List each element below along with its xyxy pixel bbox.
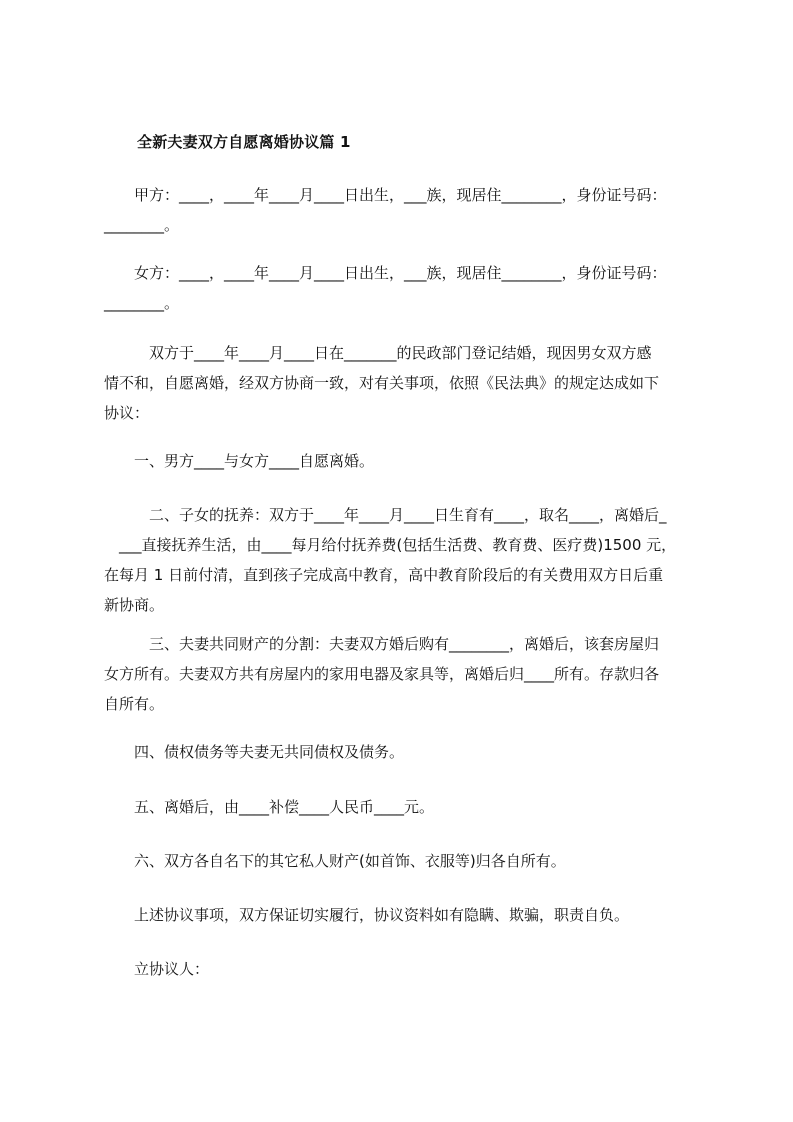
clause-3-line-1: 三、夫妻共同财产的分割：夫妻双方婚后购有________，离婚后，该套房屋归: [104, 635, 660, 653]
clause-2-line-4: 新协商。: [104, 596, 165, 614]
party-b-line-2: ________。: [104, 294, 180, 312]
clause-2-line-1: 二、子女的抚养：双方于____年____月____日生育有____，取名____，离婚后_: [104, 506, 667, 524]
party-a-line-2: ________。: [104, 216, 180, 234]
intro-paragraph: [104, 338, 716, 428]
clause-3-line-3: 自所有。: [104, 695, 165, 713]
clause-3-line-2: 女方所有。夫妻双方共有房屋内的家用电器及家具等，离婚后归____所有。存款归各: [104, 665, 660, 683]
party-b-line-1: 女方：____，____年____月____日出生，___族，现居住________，身份证号码：: [104, 264, 667, 282]
intro-line-3: 协议：: [104, 404, 150, 422]
clause-4: 四、债权债务等夫妻无共同债权及债务。: [104, 743, 405, 761]
intro-line-2: 情不和，自愿离婚，经双方协商一致，对有关事项，依照《民法典》的规定达成如下: [104, 374, 660, 392]
clause-1: 一、男方____与女方____自愿离婚。: [104, 452, 375, 470]
clause-2-line-2: ___直接抚养生活，由____每月给付抚养费(包括生活费、教育费、医疗费)1500 元，: [104, 536, 677, 554]
guarantee-statement: 上述协议事项，双方保证切实履行，协议资料如有隐瞒、欺骗，职责自负。: [104, 906, 630, 924]
intro-line-1: 双方于____年____月____日在_______的民政部门登记结婚，现因男女双方感: [104, 344, 652, 362]
party-b-paragraph: [104, 258, 716, 318]
party-a-paragraph: [104, 180, 716, 240]
clause-2-line-3: 在每月 1 日前付清，直到孩子完成高中教育，高中教育阶段后的有关费用双方日后重: [104, 566, 664, 584]
party-a-line-1: 甲方：____，____年____月____日出生，___族，现居住________，身份证号码：: [104, 186, 667, 204]
clause-3-paragraph: [104, 629, 716, 719]
document-title: 全新夫妻双方自愿离婚协议篇 1: [137, 133, 351, 151]
clause-2-paragraph: [104, 500, 716, 620]
signatories-label: 立协议人：: [104, 960, 210, 978]
clause-6: 六、双方各自名下的其它私人财产(如首饰、衣服等)归各自所有。: [104, 852, 566, 870]
clause-5: 五、离婚后，由____补偿____人民币____元。: [104, 798, 435, 816]
